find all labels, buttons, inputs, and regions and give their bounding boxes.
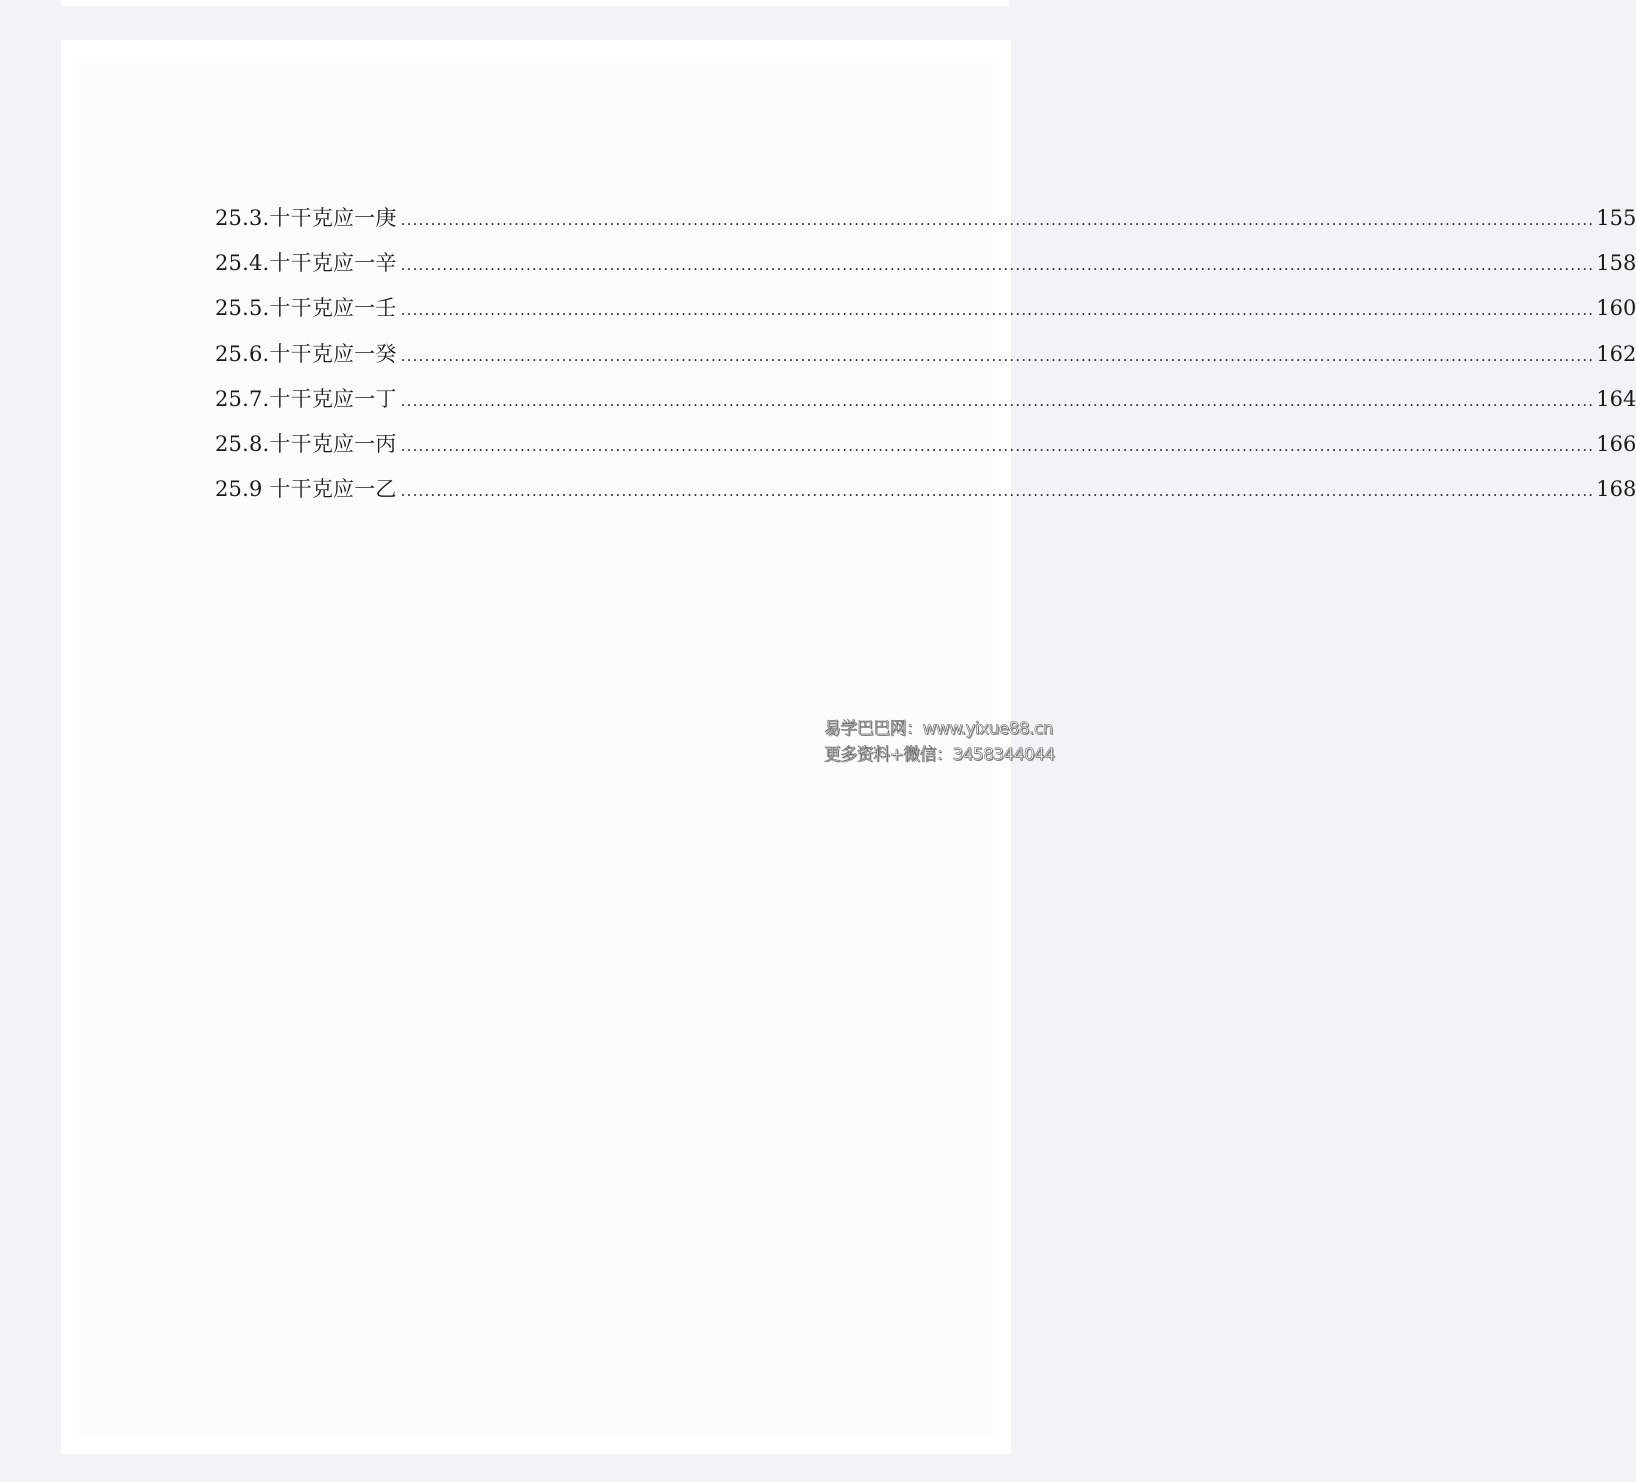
table-of-contents	[215, 202, 1636, 518]
previous-page-edge	[61, 0, 1009, 6]
toc-entry-title: 25.5.十干克应一壬	[215, 296, 397, 321]
toc-page-number: 166	[1596, 431, 1636, 456]
toc-dot-leader: ........................................................................................................................................................................................................	[400, 391, 1595, 410]
toc-dot-leader: ........................................................................................................................................................................................................	[400, 436, 1595, 455]
toc-dot-leader: ........................................................................................................................................................................................................	[400, 301, 1595, 320]
toc-entry-title: 25.7.十干克应一丁	[215, 386, 397, 411]
toc-dot-leader: ........................................................................................................................................................................................................	[400, 211, 1595, 229]
toc-page-number: 155	[1596, 206, 1636, 230]
toc-page-number: 160	[1596, 296, 1636, 321]
toc-entry-title: 25.9 十干克应一乙	[215, 477, 397, 502]
toc-dot-leader: ........................................................................................................................................................................................................	[400, 346, 1595, 365]
toc-page-number: 164	[1596, 386, 1636, 411]
toc-entry-title: 25.3.十干克应一庚	[215, 206, 397, 230]
watermark-site-line: 易学巴巴网：www.yixue88.cn	[824, 719, 1053, 739]
toc-dot-leader: ........................................................................................................................................................................................................	[400, 482, 1595, 501]
watermark	[824, 716, 1074, 768]
toc-entry[interactable]	[215, 383, 1636, 428]
toc-entry[interactable]	[215, 473, 1636, 518]
toc-entry[interactable]	[215, 247, 1636, 292]
toc-entry-title: 25.8.十干克应一丙	[215, 431, 397, 456]
toc-entry[interactable]	[215, 202, 1636, 247]
toc-entry-title: 25.6.十干克应一癸	[215, 341, 397, 366]
toc-entry[interactable]	[215, 338, 1636, 383]
toc-page-number: 158	[1596, 251, 1636, 276]
toc-page-number: 168	[1596, 477, 1636, 502]
toc-entry[interactable]	[215, 292, 1636, 337]
toc-entry[interactable]	[215, 428, 1636, 473]
toc-dot-leader: ........................................................................................................................................................................................................	[400, 256, 1595, 275]
watermark-contact-line: 更多资料+微信：3458344044	[824, 745, 1055, 765]
toc-page-number: 162	[1596, 341, 1636, 366]
toc-entry-title: 25.4.十干克应一辛	[215, 251, 397, 276]
